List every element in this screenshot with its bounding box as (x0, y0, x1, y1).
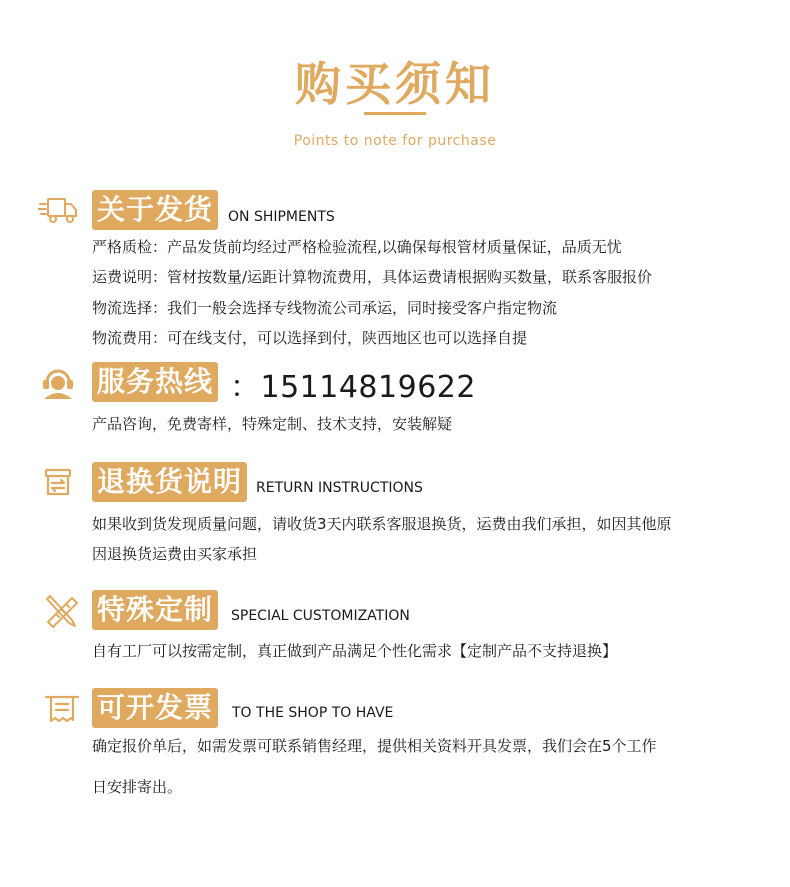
section-badge-hotline: 服务热线 (92, 362, 218, 402)
delivery-truck-icon (38, 190, 78, 230)
section-badge-returns: 退换货说明 (92, 462, 247, 502)
page-title: 购买须知 (295, 57, 495, 111)
section-en-shipping: ON SHIPMENTS (228, 209, 335, 225)
section-badge-invoice: 可开发票 (92, 688, 218, 728)
returns-line-1: 如果收到货发现质量问题，请收货3天内联系客服退换货，运费由我们承担，如因其他原 (92, 515, 672, 533)
hotline-line-1: 产品咨询，免费寄样，特殊定制、技术支持，安装解疑 (92, 415, 453, 433)
page-subtitle: Points to note for purchase (293, 133, 497, 149)
returns-line-2: 因退换货运费由买家承担 (92, 545, 258, 563)
section-en-invoice: TO THE SHOP TO HAVE (232, 705, 394, 721)
title-underline (364, 112, 426, 115)
section-badge-custom: 特殊定制 (92, 590, 218, 630)
shipping-line-3: 物流选择：我们一般会选择专线物流公司承运，同时接受客户指定物流 (92, 299, 558, 317)
ruler-pencil-icon (42, 590, 82, 630)
section-badge-shipping: 关于发货 (92, 190, 218, 230)
shipping-line-1: 严格质检：产品发货前均经过严格检验流程,以确保每根管材质量保证，品质无忧 (92, 238, 622, 256)
return-box-icon (38, 462, 78, 502)
customer-service-icon (38, 362, 78, 402)
shipping-line-4: 物流费用：可在线支付，可以选择到付，陕西地区也可以选择自提 (92, 329, 528, 347)
custom-line-1: 自有工厂可以按需定制，真正做到产品满足个性化需求【定制产品不支持退换】 (92, 642, 618, 660)
shipping-line-2: 运费说明：管材按数量/运距计算物流费用，具体运费请根据购买数量，联系客服报价 (92, 268, 653, 286)
invoice-line-1: 确定报价单后，如需发票可联系销售经理，提供相关资料开具发票，我们会在5个工作 (92, 737, 657, 755)
section-en-returns: RETURN INSTRUCTIONS (256, 480, 423, 496)
hotline-phone: ：15114819622 (230, 370, 476, 405)
invoice-line-2: 日安排寄出。 (92, 778, 183, 796)
invoice-icon (42, 688, 82, 728)
section-en-custom: SPECIAL CUSTOMIZATION (231, 608, 410, 624)
